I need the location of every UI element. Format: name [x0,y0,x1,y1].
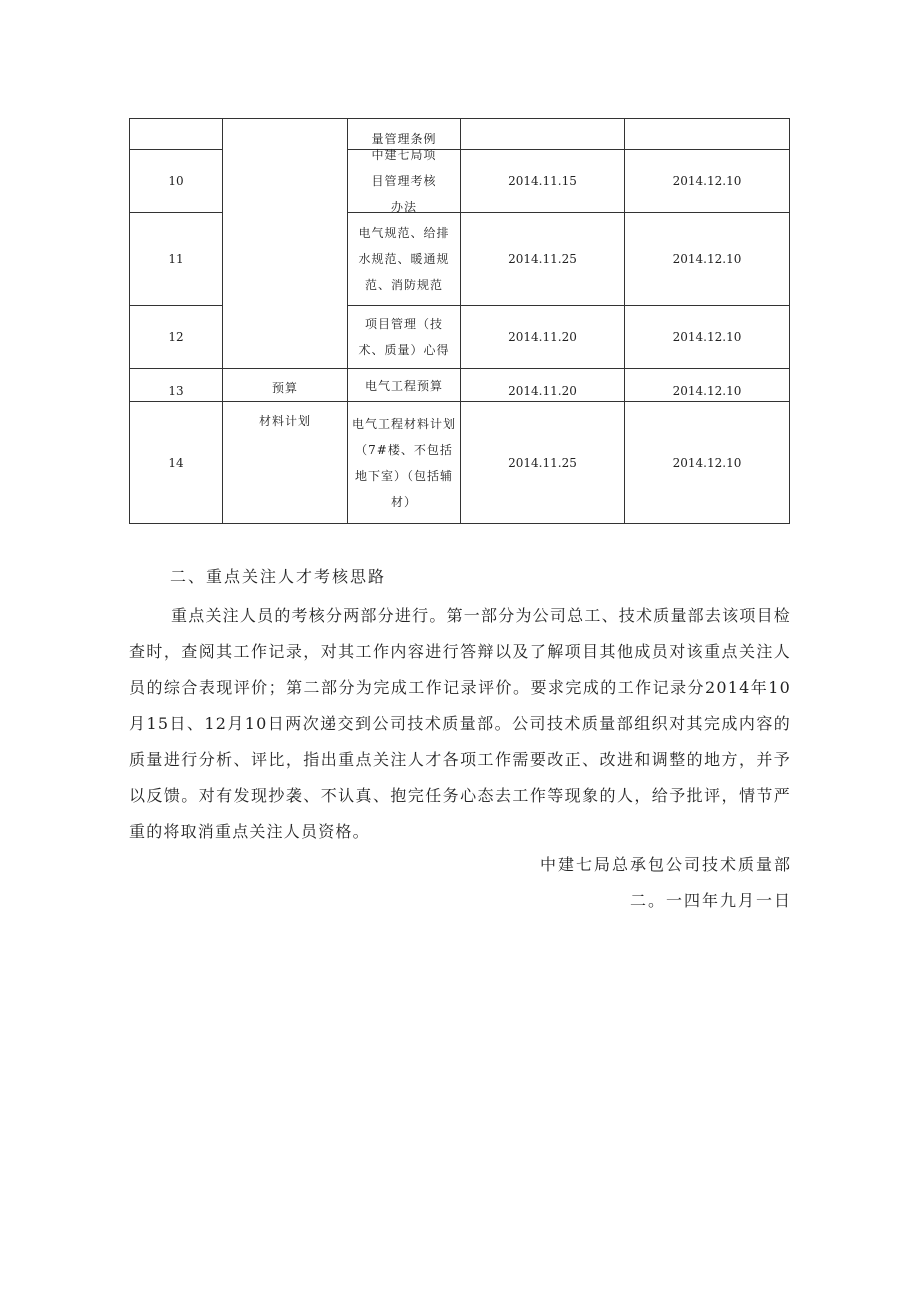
table-cell-num: 13 [129,368,223,402]
table-cell-end-date: 2014.12.10 [624,212,790,306]
table-cell-end-date [624,118,790,150]
table-cell-name: 中建七局项目管理考核办法 [347,149,461,213]
table-cell-name: 电气规范、给排水规范、暖通规范、消防规范 [347,212,461,306]
signature-org: 中建七局总承包公司技术质量部 [539,855,792,874]
table-cell-category: 预算 [222,368,348,402]
table-cell-start-date: 2014.11.20 [460,368,625,402]
section-paragraph: 重点关注人员的考核分两部分进行。第一部分为公司总工、技术质量部去该项目检查时，查阅其工作记录，对其工作内容进行答辩以及了解项目其他成员对该重点关注人员的综合表现评价；第二部分为完成工作记录评价。要求完成的工作记录分2014年10月15日、12月10日两次递交到公司技术质量部。公司技术质量部组织对其完成内容的质量进行分析、评比，指出重点关注人才各项工作需要改正、改进和调整的地方，并予以反馈。对有发现抄袭、不认真、抱完任务心态去工作等现象的人，给予批评，情节严重的将取消重点关注人员资格。 [129,606,791,841]
table-cell-start-date: 2014.11.15 [460,149,625,213]
table-cell-end-date: 2014.12.10 [624,368,790,402]
table-cell-num: 11 [129,212,223,306]
table-cell-start-date: 2014.11.25 [460,401,625,524]
table-cell-name: 电气工程预算 [347,368,461,402]
table-cell-end-date: 2014.12.10 [624,305,790,369]
table-cell-num: 12 [129,305,223,369]
table-cell-start-date: 2014.11.20 [460,305,625,369]
document-table [129,118,790,524]
table-cell-start-date [460,118,625,150]
table-cell-category-merged [222,118,348,369]
table-cell-name: 量管理条例 [347,118,461,150]
signature-date: 二。一四年九月一日 [629,891,792,910]
table-cell-num [129,118,223,150]
table-cell-name: 项目管理（技术、质量）心得 [347,305,461,369]
table-cell-end-date: 2014.12.10 [624,401,790,524]
table-cell-num: 14 [129,401,223,524]
section-heading: 二、重点关注人才考核思路 [170,567,387,586]
table-cell-name: 电气工程材料计划（7#楼、不包括地下室）（包括辅材） [347,401,461,524]
table-cell-start-date: 2014.11.25 [460,212,625,306]
table-cell-category: 材料计划 [222,401,348,524]
table-cell-end-date: 2014.12.10 [624,149,790,213]
table-cell-num: 10 [129,149,223,213]
